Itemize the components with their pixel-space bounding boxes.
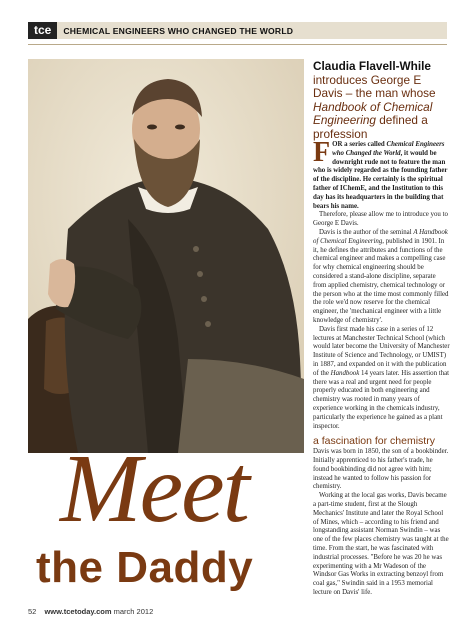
paragraph bbox=[313, 229, 450, 326]
headline-meet: Meet bbox=[60, 435, 248, 543]
section-header bbox=[28, 22, 447, 39]
section-title: CHEMICAL ENGINEERS WHO CHANGED THE WORLD bbox=[63, 25, 294, 36]
issue-date: march 2012 bbox=[113, 607, 154, 616]
byline-author: Claudia Flavell-While bbox=[313, 59, 431, 73]
book-title: Handbook bbox=[330, 369, 360, 377]
paragraph: Davis was born in 1850, the son of a bookbinder. Initially apprenticed to his father's trade, he found bookbinding did not agree with him; instead he wanted to follow his passion for chemistry. bbox=[313, 448, 449, 491]
paragraph: Working at the local gas works, Davis became a part-time student, first at the Slough Mechanics' Institute and later the Royal School of Mines, which – according to his friend and longstanding assistant Norman Swindin – was one of the few places chemistry was taught at the time. From the start, he was fascinated with industrial processes. "Before he was 20 he was experimenting with a Mr Wadeson of the Windsor Gas Works in extracting benzoyl from coal gas," Swindin said in a 1953 memorial lecture on Davis' life. bbox=[313, 492, 449, 597]
drop-cap: F bbox=[313, 137, 331, 168]
portrait-photo bbox=[28, 59, 304, 453]
byline-outro: defined a profession bbox=[313, 113, 428, 141]
article-body bbox=[313, 137, 450, 598]
lead-series-title: Chemical Engineers who Changed the World bbox=[332, 141, 445, 157]
lead-paragraph bbox=[313, 137, 450, 211]
byline bbox=[313, 60, 451, 142]
subheading: a fascination for chemistry bbox=[313, 435, 435, 448]
text: 14 years later. His assertion that there was a real and urgent need for people properly educated in both engineering and chemistry was rooted in many years of experience working in the chemicals industry, particularly the experience he gained as a plant inspector. bbox=[313, 369, 450, 430]
headline-the-daddy: the Daddy bbox=[36, 543, 254, 592]
lead-text: OR a series called bbox=[332, 141, 387, 148]
text: Davis is the author of the seminal bbox=[319, 228, 414, 236]
paragraph: Therefore, please allow me to introduce you to George E Davis. bbox=[313, 211, 448, 228]
text: , published in 1901. In it, he defines the attributes and functions of the chemical engineer and makes a compelling case for why chemical engineering should be considered a stand-alone discipline, separate from applied chemistry, chemical technology or the person who at the time most commonly filled the role we'd now reserve for the chemical engineer, the 'mechanical engineer with a little knowledge of chemistry'. bbox=[313, 237, 449, 324]
book-title: A Handbook of Chemical Engineering bbox=[313, 228, 448, 245]
page-footer bbox=[28, 607, 153, 616]
byline-intro: introduces George E Davis – the man whose bbox=[313, 72, 436, 101]
header-divider bbox=[28, 44, 447, 45]
tce-logo: tce bbox=[28, 22, 57, 39]
byline-book-title: Handbook of Chemical Engineering bbox=[313, 99, 433, 128]
lead-rest: , it would be downright rude not to feature the man who is widely regarded as the founding father of the discipline. He certainly is the spiritual father of IChemE, and the Institution to this day has its headquarters in the building that bears his name. bbox=[313, 149, 448, 210]
page-number: 52 bbox=[28, 607, 37, 616]
text: Davis first made his case in a series of 12 lectures at Manchester Technical School (which would later become the University of Manchester Institute of Science and Technology, or UMIST) in 1887, and expanded on it with the publication of the bbox=[313, 325, 450, 377]
paragraph bbox=[313, 326, 450, 432]
website-link[interactable]: www.tcetoday.com bbox=[44, 607, 112, 616]
